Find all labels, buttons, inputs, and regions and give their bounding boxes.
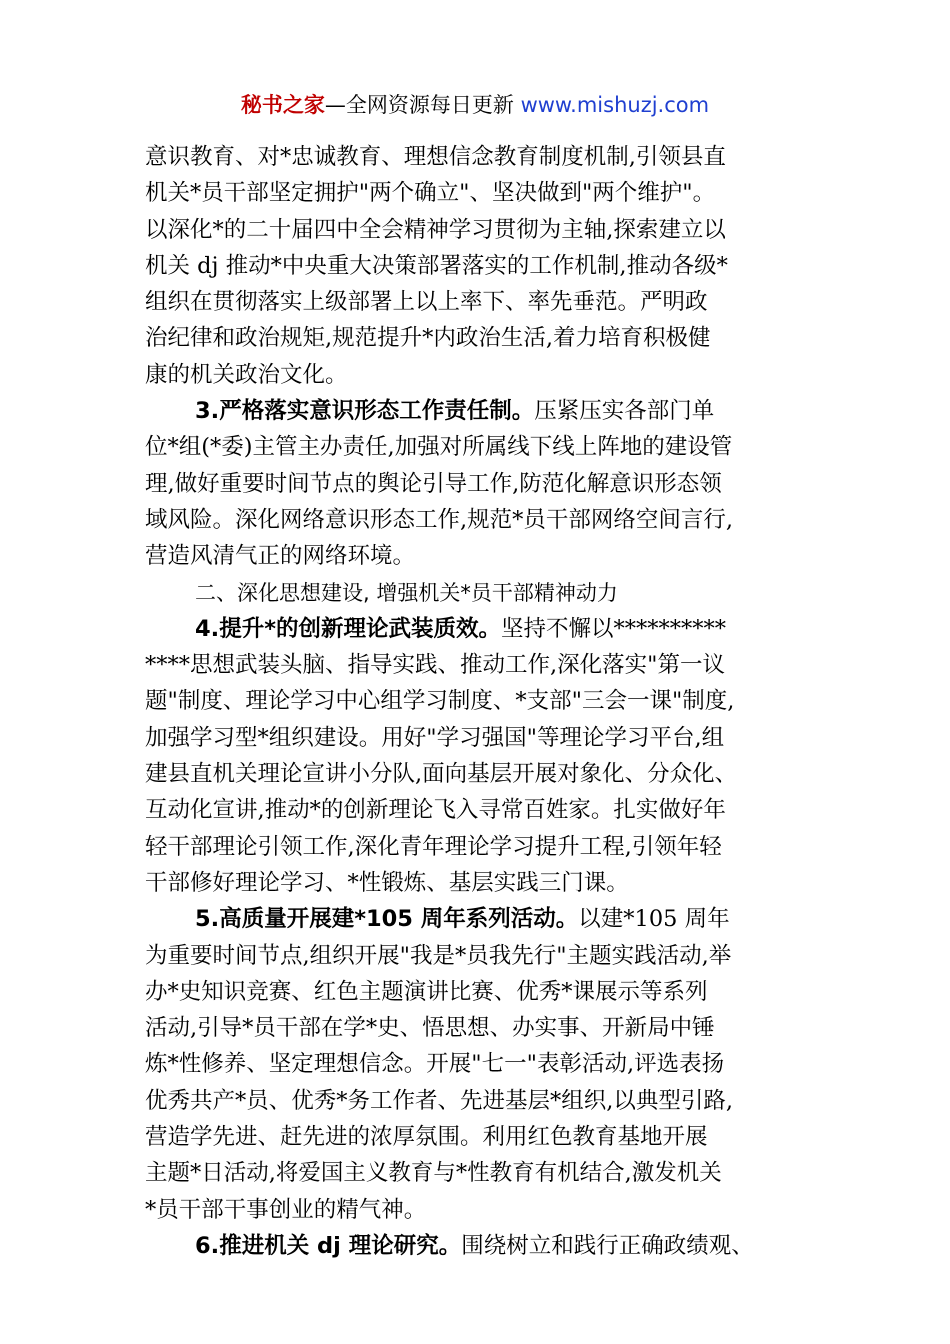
- text-line: [145, 611, 821, 647]
- item-heading: 5.高质量开展建*105 周年系列活动。: [195, 906, 579, 933]
- text-line: [145, 466, 821, 502]
- section-heading: [145, 575, 821, 611]
- text-line: [145, 1155, 821, 1191]
- text-line: [145, 393, 821, 429]
- text-line: [145, 683, 821, 719]
- line-text: 围绕树立和践行正确政绩观、: [461, 1232, 754, 1259]
- line-text: 加强学习型*组织建设。用好"学习强国"等理论学习平台,组: [145, 724, 725, 751]
- item-heading: 6.推进机关 dj 理论研究。: [195, 1232, 462, 1259]
- line-text: 机关*员干部坚定拥护"两个确立"、坚决做到"两个维护"。: [145, 180, 716, 207]
- text-line: [145, 647, 821, 683]
- text-line: [145, 974, 821, 1010]
- text-line: [145, 248, 821, 284]
- line-text: 治纪律和政治规矩,规范提升*内政治生活,着力培育积极健: [145, 325, 711, 352]
- text-line: [145, 502, 821, 538]
- line-text: 为重要时间节点,组织开展"我是*员我先行"主题实践活动,举: [145, 942, 732, 969]
- line-text: 干部修好理论学习、*性锻炼、基层实践三门课。: [145, 869, 629, 896]
- line-text: 压紧压实各部门单: [534, 398, 715, 425]
- text-line: [145, 320, 821, 356]
- item-heading: 4.提升*的创新理论武装质效。: [195, 615, 501, 642]
- text-line: [145, 212, 821, 248]
- line-text: 二、深化思想建设, 增强机关*员干部精神动力: [195, 580, 618, 605]
- text-line: [145, 1228, 821, 1264]
- line-text: 以深化*的二十届四中全会精神学习贯彻为主轴,探索建立以: [145, 216, 726, 243]
- line-text: 活动,引导*员干部在学*史、悟思想、办实事、开新局中锤: [145, 1015, 715, 1042]
- text-line: [145, 139, 821, 175]
- line-text: 机关 dj 推动*中央重大决策部署落实的工作机制,推动各级*: [145, 252, 728, 279]
- line-text: 主题*日活动,将爱国主义教育与*性教育有机结合,激发机关: [145, 1160, 722, 1187]
- text-line: [145, 1083, 821, 1119]
- line-text: 意识教育、对*忠诚教育、理想信念教育制度机制,引领县直: [145, 144, 726, 170]
- text-line: [145, 865, 821, 901]
- line-text: 营造学先进、赶先进的浓厚氛围。利用红色教育基地开展: [145, 1124, 708, 1151]
- header-slogan: —全网资源每日更新: [324, 93, 521, 117]
- line-text: 题"制度、理论学习中心组学习制度、*支部"三会一课"制度,: [145, 688, 735, 715]
- text-line: [145, 538, 821, 574]
- line-text: 坚持不懈以**********: [500, 615, 726, 642]
- document-body: [145, 139, 821, 1264]
- line-text: 优秀共产*员、优秀*务工作者、先进基层*组织,以典型引路,: [145, 1087, 734, 1114]
- line-text: 炼*性修养、坚定理想信念。开展"七一"表彰活动,评选表扬: [145, 1051, 725, 1078]
- text-line: [145, 1192, 821, 1228]
- text-line: [145, 829, 821, 865]
- text-line: [145, 429, 821, 465]
- line-text: 建县直机关理论宣讲小分队,面向基层开展对象化、分众化、: [145, 761, 738, 788]
- header-site-link[interactable]: www.mishuzj.com: [520, 93, 710, 117]
- text-line: [145, 1119, 821, 1155]
- text-line: [145, 175, 821, 211]
- text-line: [145, 284, 821, 320]
- line-text: 位*组(*委)主管主办责任,加强对所属线下线上阵地的建设管: [145, 434, 733, 461]
- text-line: [145, 901, 821, 937]
- line-text: 营造风清气正的网络环境。: [145, 543, 416, 570]
- header-brand: 秘书之家: [240, 93, 325, 117]
- text-line: [145, 1010, 821, 1046]
- text-line: [145, 1046, 821, 1082]
- line-text: *员干部干事创业的精气神。: [145, 1196, 427, 1223]
- line-text: 康的机关政治文化。: [145, 361, 348, 388]
- line-text: 轻干部理论引领工作,深化青年理论学习提升工程,引领年轻: [145, 833, 722, 860]
- text-line: [145, 756, 821, 792]
- line-text: 以建*105 周年: [578, 906, 730, 933]
- line-text: 办*史知识竞赛、红色主题演讲比赛、优秀*课展示等系列: [145, 978, 708, 1005]
- line-text: 组织在贯彻落实上级部署上以上率下、率先垂范。严明政: [145, 289, 708, 316]
- text-line: [145, 938, 821, 974]
- text-line: [145, 720, 821, 756]
- line-text: 域风险。深化网络意识形态工作,规范*员干部网络空间言行,: [145, 506, 734, 533]
- line-text: 理,做好重要时间节点的舆论引导工作,防范化解意识形态领: [145, 470, 722, 497]
- line-text: 互动化宣讲,推动*的创新理论飞入寻常百姓家。扎实做好年: [145, 797, 726, 824]
- site-header: [0, 90, 950, 120]
- text-line: [145, 357, 821, 393]
- item-heading: 3.严格落实意识形态工作责任制。: [195, 398, 535, 425]
- text-line: [145, 792, 821, 828]
- line-text: ****思想武装头脑、指导实践、推动工作,深化落实"第一议: [145, 652, 726, 679]
